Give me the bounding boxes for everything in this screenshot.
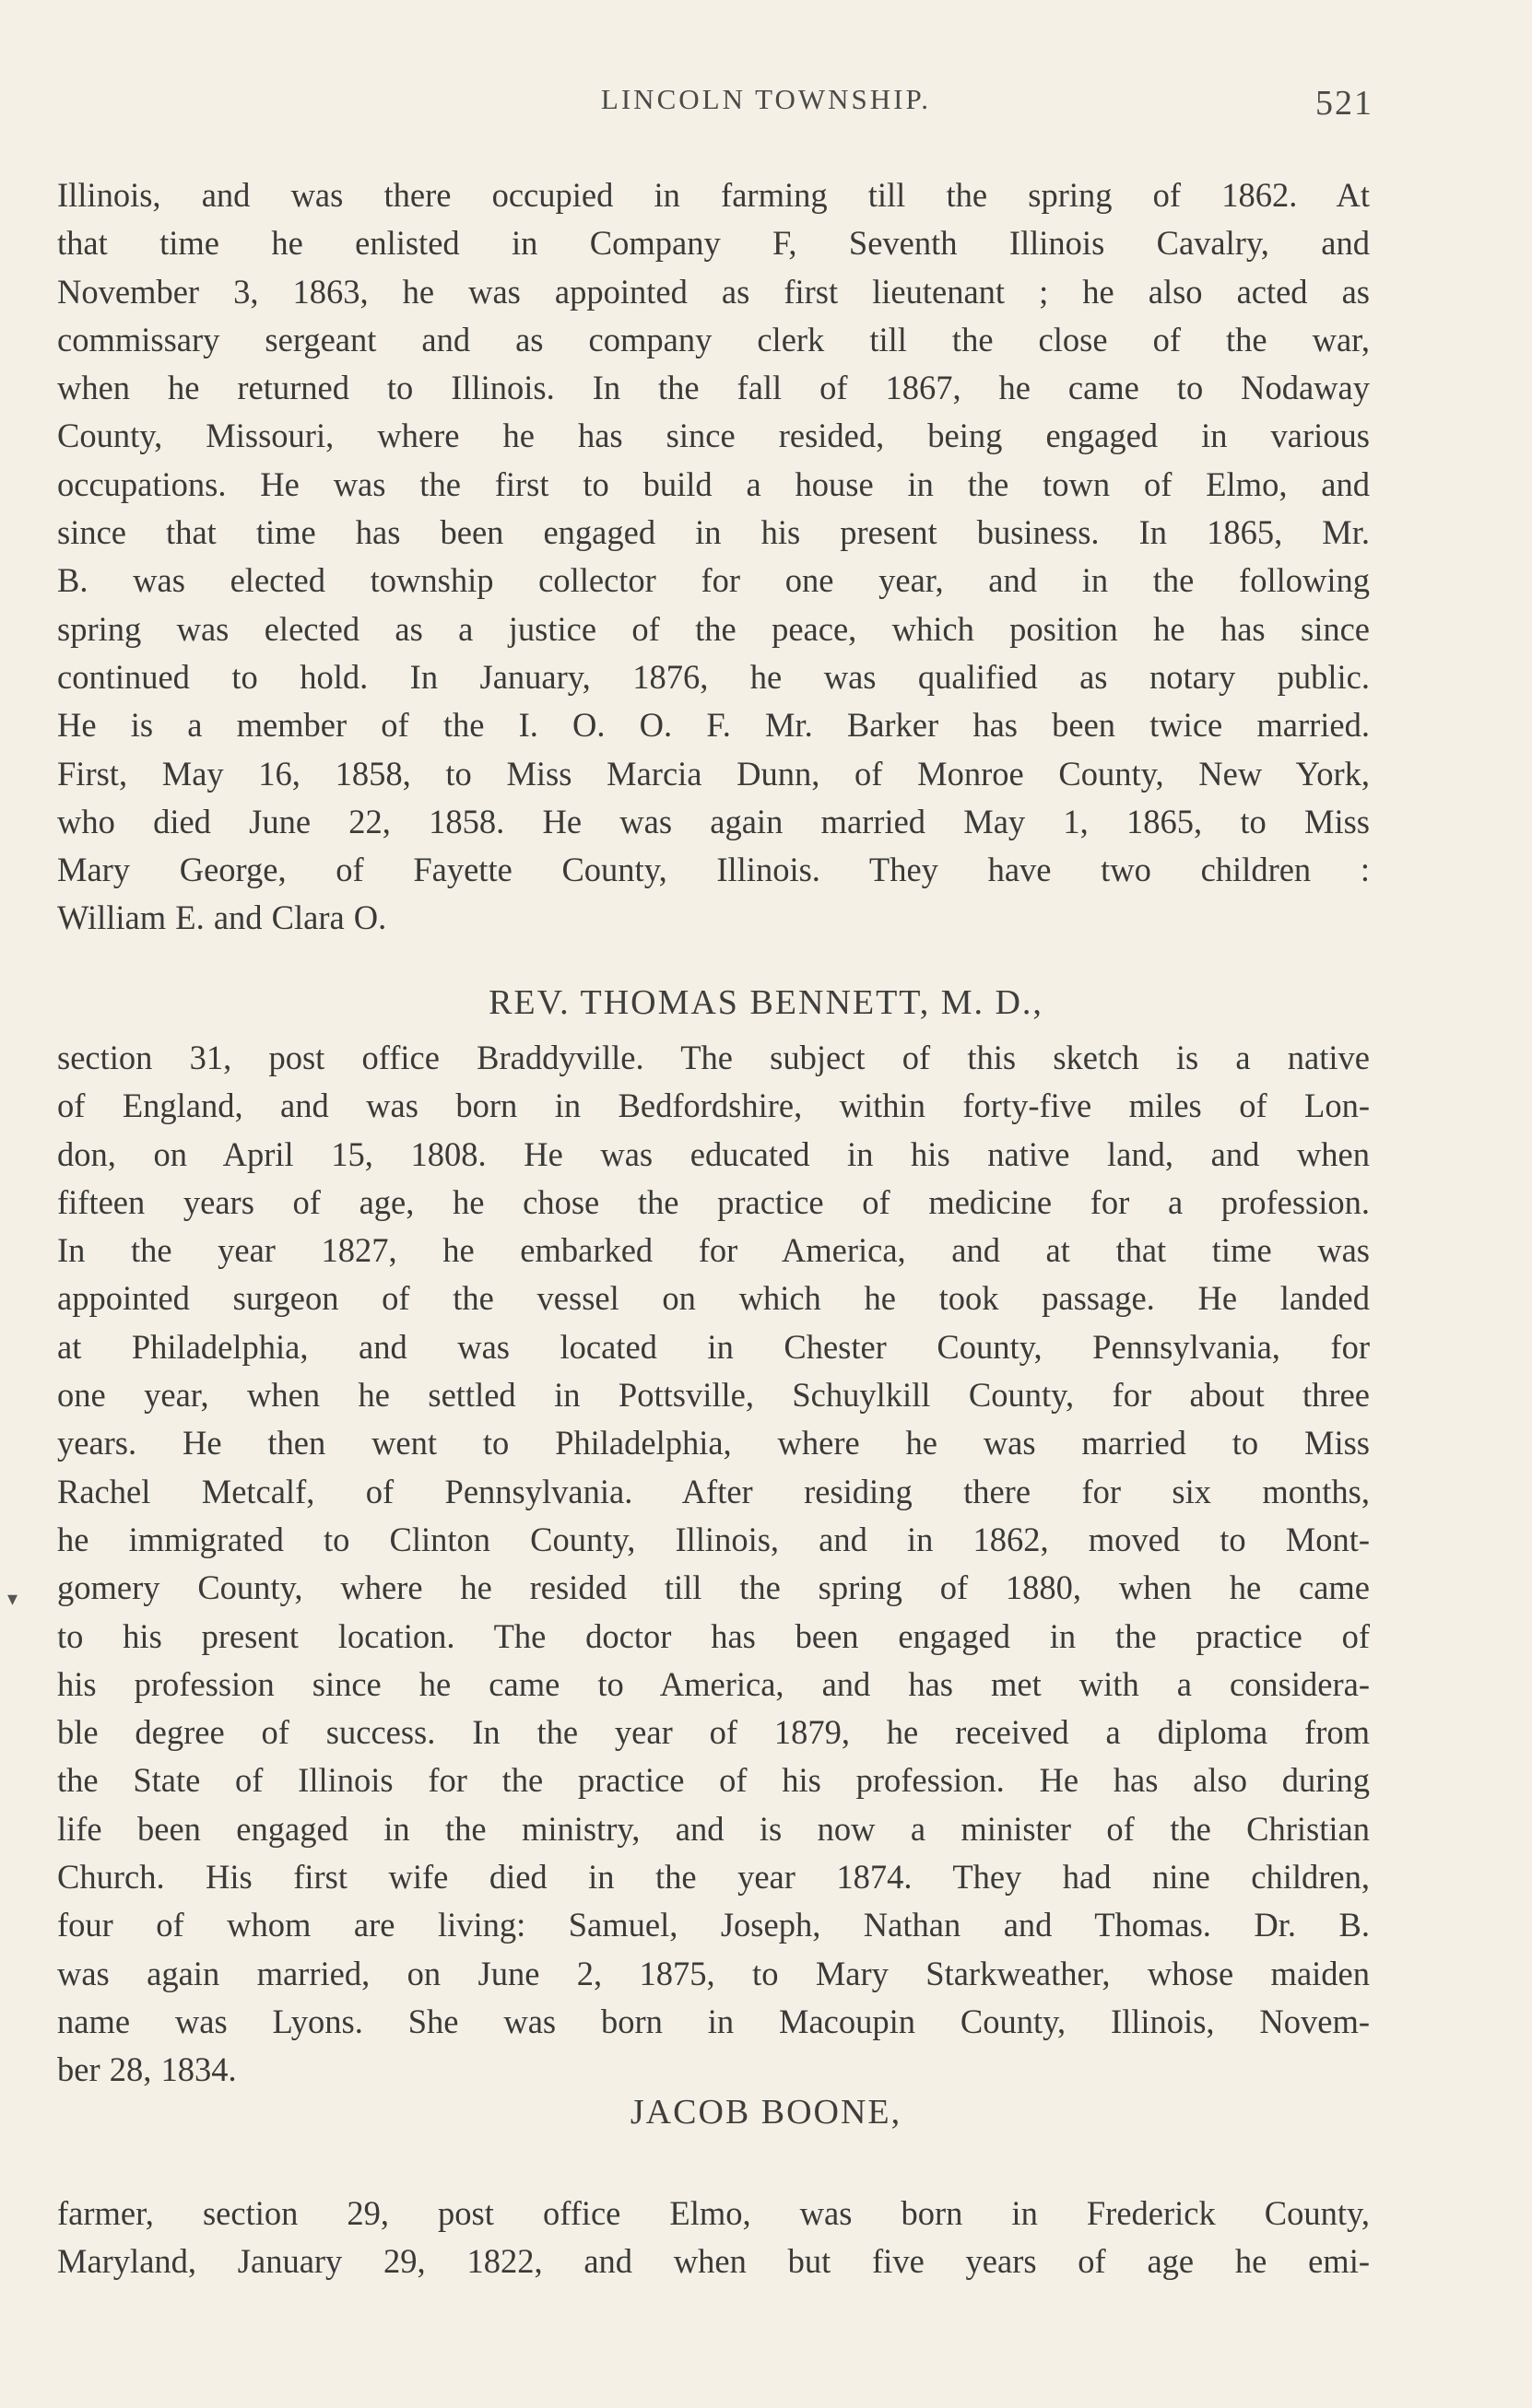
text-line: ble degree of success. In the year of 1879, he received a diploma from <box>57 1713 1370 1752</box>
text-line: spring was elected as a justice of the peace, which position he has since <box>57 609 1370 648</box>
page-number: 521 <box>1315 84 1373 123</box>
text-line: since that time has been engaged in his present business. In 1865, Mr. <box>57 513 1370 552</box>
text-line: the State of Illinois for the practice of his profession. He has also during <box>57 1761 1370 1800</box>
text-line: section 31, post office Braddyville. The subject of this sketch is a native <box>57 1039 1370 1076</box>
text-line: November 3, 1863, he was appointed as first lieutenant ; he also acted as <box>57 272 1370 311</box>
text-line: of England, and was born in Bedfordshire, within forty-five miles of Lon- <box>57 1087 1370 1125</box>
running-head <box>0 83 1532 127</box>
paragraph-barker-continued <box>57 171 1370 943</box>
text-line: name was Lyons. She was born in Macoupin County, Illinois, Novem- <box>57 2002 1370 2040</box>
text-line: that time he enlisted in Company F, Seventh Illinois Cavalry, and <box>57 224 1370 263</box>
text-line: Maryland, January 29, 1822, and when but five years of age he emi- <box>57 2242 1370 2281</box>
text-line: his profession since he came to America, and has met with a considera- <box>57 1664 1370 1703</box>
text-line: First, May 16, 1858, to Miss Marcia Dunn, of Monroe County, New York, <box>57 754 1370 793</box>
text-line: B. was elected township collector for one year, and in the following <box>57 561 1370 600</box>
text-line: when he returned to Illinois. In the fall of 1867, he came to Nodaway <box>57 369 1370 407</box>
text-line: commissary sergeant and as company clerk till the close of the war, <box>57 320 1370 358</box>
text-line: he immigrated to Clinton County, Illinois, and in 1862, moved to Mont- <box>57 1520 1370 1558</box>
text-line: Mary George, of Fayette County, Illinois. They have two children : <box>57 851 1370 889</box>
text-line: years. He then went to Philadelphia, where he was married to Miss <box>57 1424 1370 1462</box>
text-line: who died June 22, 1858. He was again married May 1, 1865, to Miss <box>57 802 1370 840</box>
text-line: ber 28, 1834. <box>57 2050 237 2089</box>
running-title: LINCOLN TOWNSHIP. <box>600 83 932 115</box>
text-line: life been engaged in the ministry, and is now a minister of the Christian <box>57 1809 1370 1848</box>
text-line: occupations. He was the first to build a house in the town of Elmo, and <box>57 464 1370 503</box>
text-line: to his present location. The doctor has been engaged in the practice of <box>57 1616 1370 1655</box>
text-line: William E. and Clara O. <box>57 899 387 937</box>
text-line: don, on April 15, 1808. He was educated in his native land, and when <box>57 1134 1370 1173</box>
text-line: County, Missouri, where he has since resided, being engaged in various <box>57 417 1370 455</box>
heading-jacob-boone: JACOB BOONE, <box>630 2093 902 2132</box>
text-line: farmer, section 29, post office Elmo, was born in Frederick County, <box>57 2194 1370 2232</box>
text-line: In the year 1827, he embarked for America, and at that time was <box>57 1231 1370 1270</box>
text-line: He is a member of the I. O. O. F. Mr. Barker has been twice married. <box>57 706 1370 745</box>
text-line: fifteen years of age, he chose the practice of medicine for a profession. <box>57 1182 1370 1221</box>
text-line: gomery County, where he resided till the spring of 1880, when he came <box>57 1568 1370 1607</box>
paragraph-thomas-bennett <box>57 1034 1370 2095</box>
text-line: at Philadelphia, and was located in Chester County, Pennsylvania, for <box>57 1327 1370 1366</box>
text-line: appointed surgeon of the vessel on which he took passage. He landed <box>57 1279 1370 1318</box>
text-line: four of whom are living: Samuel, Joseph, Nathan and Thomas. Dr. B. <box>57 1906 1370 1944</box>
text-line: continued to hold. In January, 1876, he was qualified as notary public. <box>57 657 1370 696</box>
text-line: one year, when he settled in Pottsville, Schuylkill County, for about three <box>57 1376 1370 1415</box>
text-line: Church. His first wife died in the year 1874. They had nine children, <box>57 1858 1370 1897</box>
heading-thomas-bennett: REV. THOMAS BENNETT, M. D., <box>489 983 1043 1022</box>
text-line: was again married, on June 2, 1875, to Mary Starkweather, whose maiden <box>57 1954 1370 1992</box>
text-line: Illinois, and was there occupied in farming till the spring of 1862. At <box>57 176 1370 214</box>
text-line: Rachel Metcalf, of Pennsylvania. After residing there for six months, <box>57 1472 1370 1510</box>
margin-mark: ▾ <box>7 1587 18 1610</box>
paragraph-jacob-boone <box>57 2190 1370 2286</box>
